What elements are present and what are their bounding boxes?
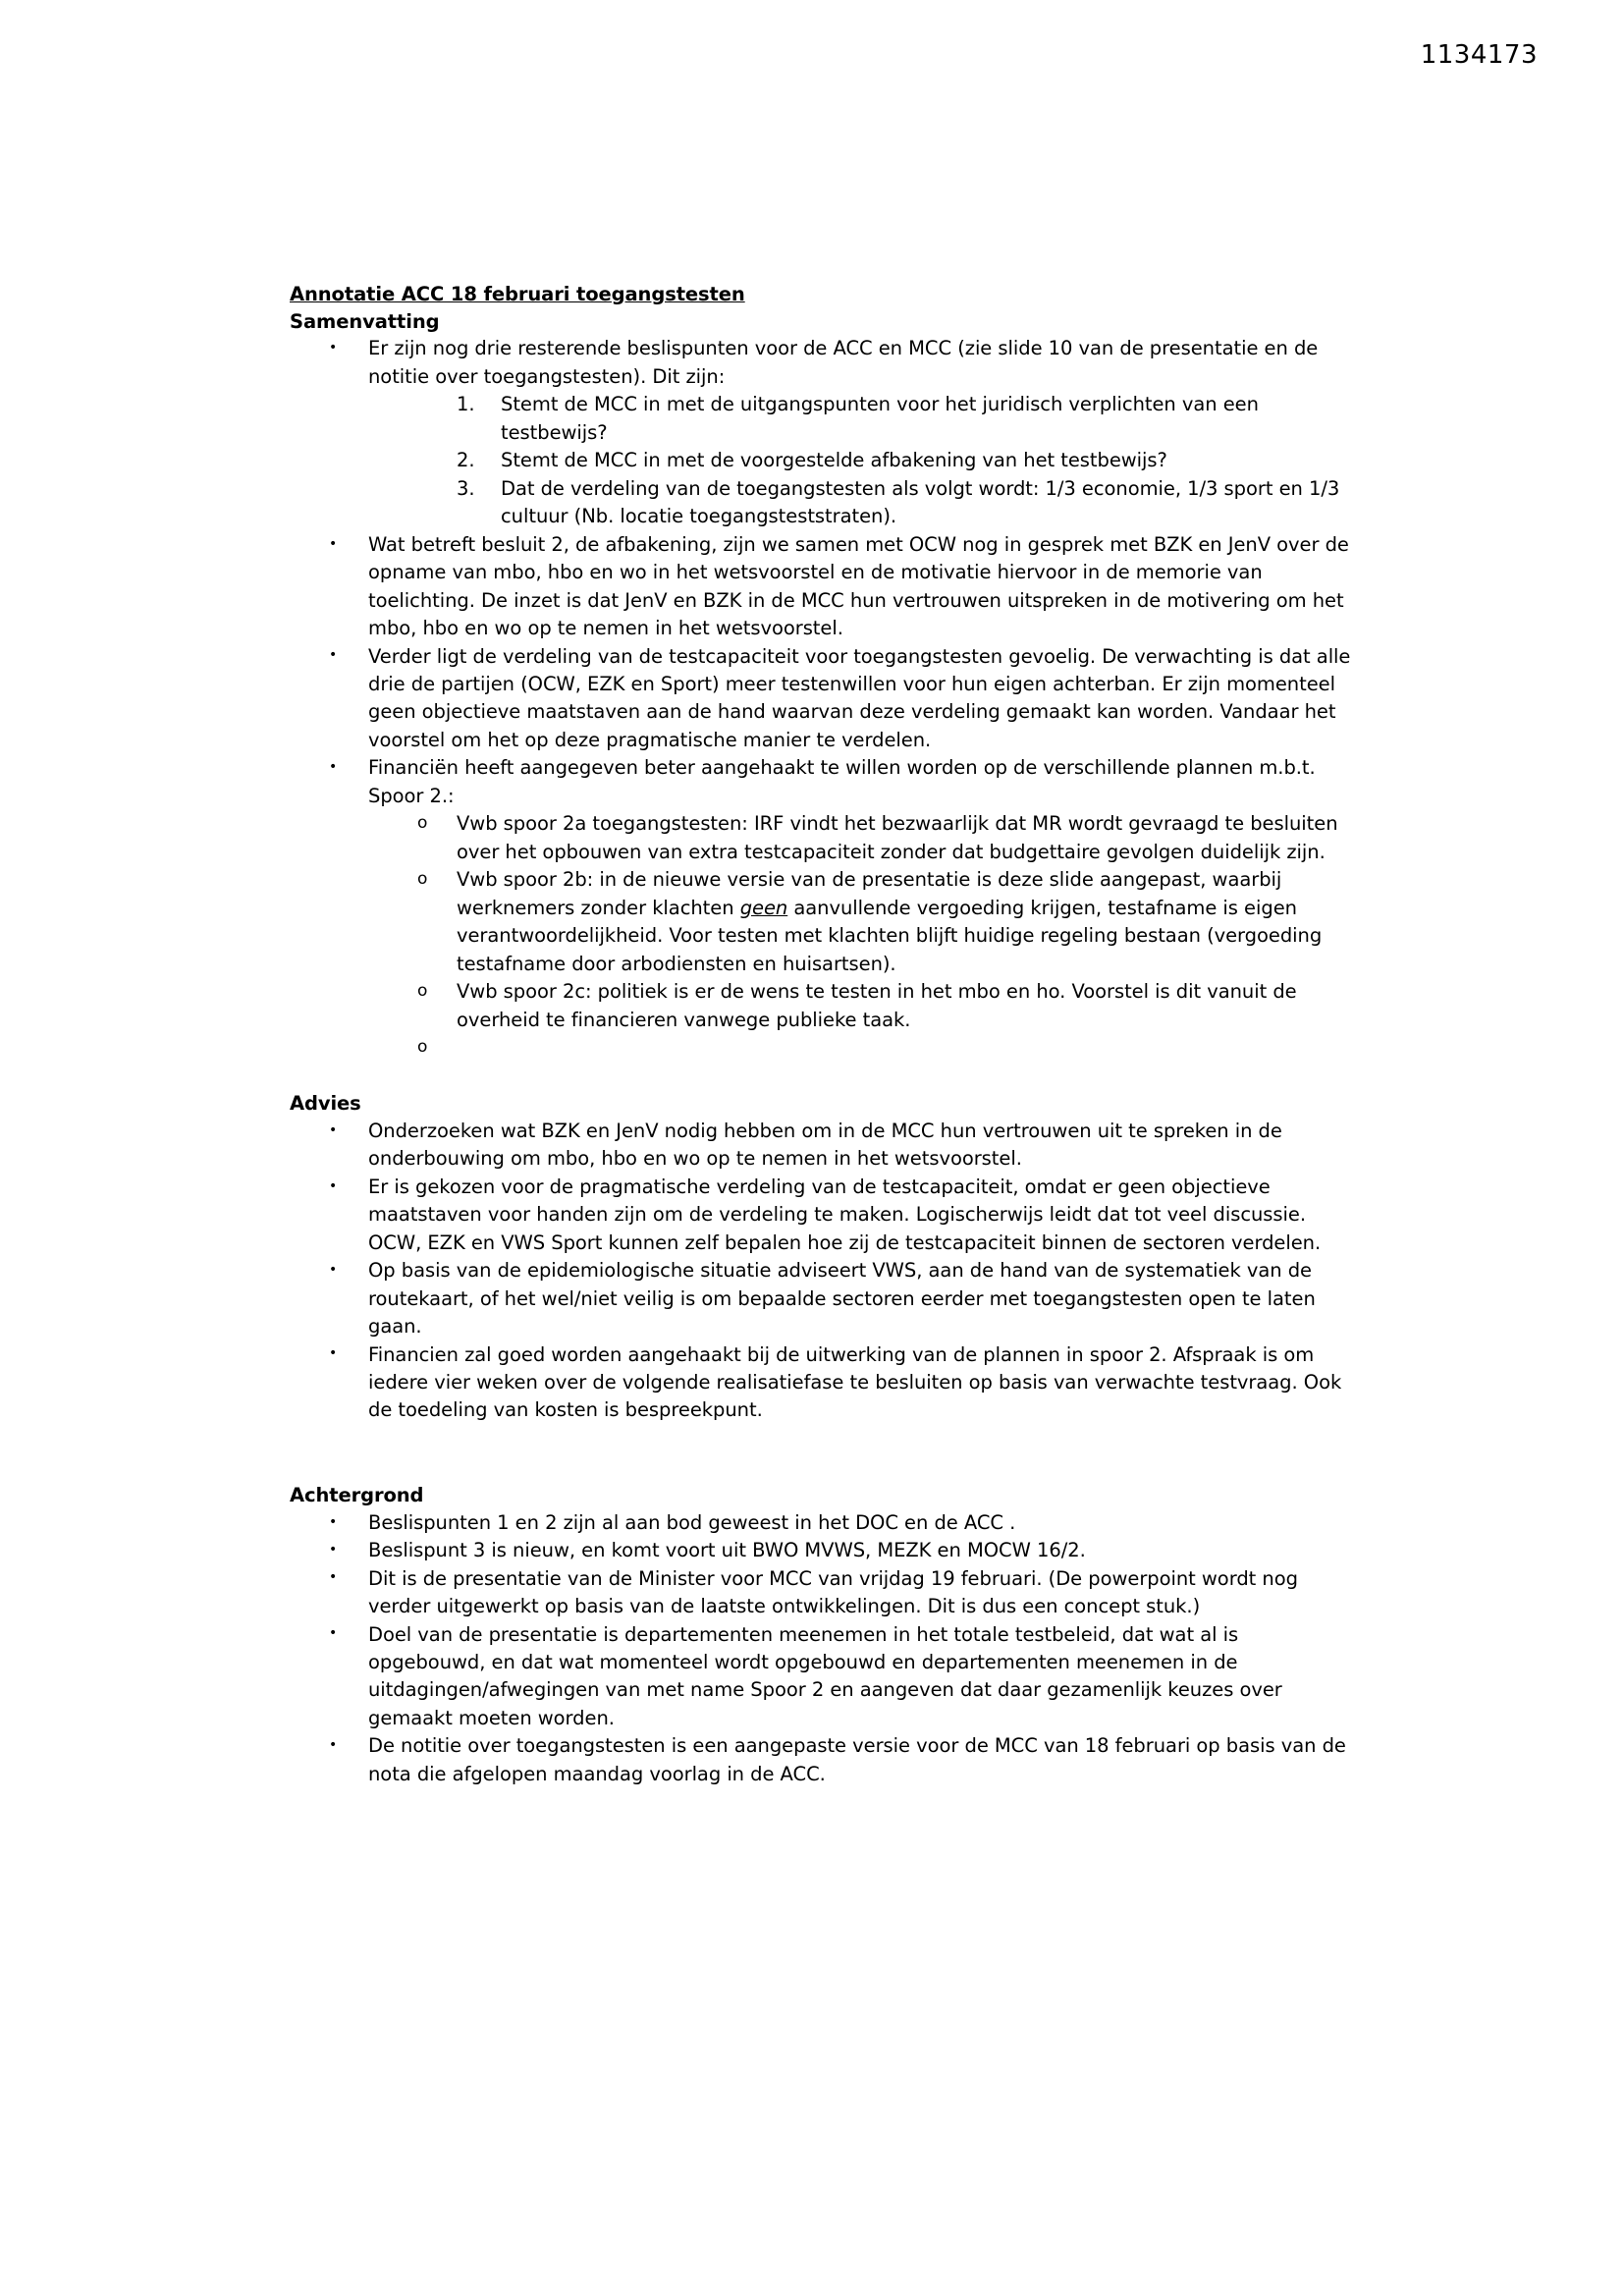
list-item-text: Op basis van de epidemiologische situatie adviseert VWS, aan de hand van de systematiek van de routekaart, of het wel/niet veilig is om bepaalde sectoren eerder met toegangstesten open te laten gaan.	[368, 1259, 1316, 1339]
list-item-text-pre: Vwb spoor 2b: in de nieuwe versie van de presentatie is deze slide aangepast, waarbij werknemers zonder klachten	[457, 868, 1282, 919]
list-item	[290, 1565, 1360, 1621]
bullet-icon: •	[329, 759, 338, 776]
bullet-icon: •	[329, 1542, 338, 1558]
number-marker: 3.	[457, 476, 475, 500]
advies-list	[290, 1118, 1360, 1425]
list-item	[290, 391, 1360, 447]
number-marker: 1.	[457, 393, 475, 416]
bullet-icon: •	[329, 1262, 338, 1279]
list-item	[290, 1509, 1360, 1537]
bullet-icon: •	[329, 1737, 338, 1754]
list-item-text: Er zijn nog drie resterende beslispunten voor de ACC en MCC (zie slide 10 van de presentatie en de notitie over toegangstesten). Dit zijn:	[368, 337, 1319, 388]
list-item-text: De notitie over toegangstesten is een aangepaste versie voor de MCC van 18 februari op basis van de nota die afgelopen maandag voorlag in de ACC.	[368, 1734, 1346, 1785]
list-item-text: Doel van de presentatie is departementen meenemen in het totale testbeleid, dat wat al is opgebouwd, en dat wat momenteel wordt opgebouwd en departementen meenemen in de uitdagingen/afwegingen van met name Spoor 2 en aangeven dat daar gezamenlijk keuzes over gemaakt moeten worden.	[368, 1622, 1282, 1729]
page-title: Annotatie ACC 18 februari toegangstesten	[290, 283, 745, 305]
document-body	[290, 281, 1360, 1788]
circle-bullet-icon: o	[417, 1037, 428, 1058]
circle-bullet-icon: o	[417, 981, 428, 1002]
list-item	[290, 1257, 1360, 1340]
list-item-text: Vwb spoor 2a toegangstesten: IRF vindt het bezwaarlijk dat MR wordt gevraagd te besluiten over het opbouwen van extra testcapaciteit zonder dat budgettaire gevolgen duidelijk zijn.	[457, 812, 1338, 863]
list-item-text: Dit is de presentatie van de Minister voor MCC van vrijdag 19 februari. (De powerpoint wordt nog verder uitgewerkt op basis van de laatste ontwikkelingen. Dit is dus een concept stuk.)	[368, 1566, 1298, 1618]
section-heading-advies: Advies	[290, 1092, 361, 1116]
list-item	[290, 447, 1360, 474]
list-item	[290, 1118, 1360, 1174]
bullet-icon: •	[329, 647, 338, 664]
bullet-icon: •	[329, 1177, 338, 1194]
list-item-text: Beslispunten 1 en 2 zijn al aan bod geweest in het DOC en de ACC .	[368, 1510, 1016, 1534]
bullet-icon: •	[329, 340, 338, 356]
bullet-icon: •	[329, 1569, 338, 1586]
document-number: 1134173	[1420, 40, 1538, 70]
bullet-icon: •	[329, 1345, 338, 1362]
list-item	[290, 1174, 1360, 1257]
list-item-text: Onderzoeken wat BZK en JenV nodig hebben om in de MCC hun vertrouwen uit te spreken in de onderbouwing om mbo, hbo en wo op te nemen in het wetsvoorstel.	[368, 1119, 1282, 1171]
list-item-text: Dat de verdeling van de toegangstesten als volgt wordt: 1/3 economie, 1/3 sport en 1/3 cultuur (Nb. locatie toegangsteststraten).	[501, 476, 1340, 528]
list-item-text	[457, 868, 1322, 974]
list-item-empty	[290, 1034, 1360, 1062]
list-item	[290, 754, 1360, 810]
list-item	[290, 1341, 1360, 1425]
bullet-icon: •	[329, 1121, 338, 1138]
list-item-text: Vwb spoor 2c: politiek is er de wens te testen in het mbo en ho. Voorstel is dit vanuit de overheid te financieren vanwege publieke taak.	[457, 980, 1297, 1031]
list-item-text: Financien zal goed worden aangehaakt bij de uitwerking van de plannen in spoor 2. Afspraak is om iedere vier weken over de volgende realisatiefase te besluiten op basis van verwachte testvraag. Ook de toedeling van kosten is bespreekpunt.	[368, 1342, 1342, 1422]
list-item-text: Financiën heeft aangegeven beter aangehaakt te willen worden op de verschillende plannen m.b.t. Spoor 2.:	[368, 756, 1316, 807]
section-heading-achtergrond: Achtergrond	[290, 1483, 424, 1506]
list-item-text: Stemt de MCC in met de voorgestelde afbakening van het testbewijs?	[501, 449, 1167, 472]
bullet-icon: •	[329, 535, 338, 552]
number-marker: 2.	[457, 449, 475, 472]
list-item	[290, 1621, 1360, 1733]
circle-bullet-icon: o	[417, 813, 428, 834]
list-item-text-post: aanvullende vergoeding krijgen, testafname is eigen verantwoordelijkheid. Voor testen met klachten blijft huidige regeling bestaan (vergoeding testafname door arbodiensten en huisartsen).	[457, 896, 1323, 975]
list-item	[290, 531, 1360, 643]
list-item	[290, 1537, 1360, 1564]
list-item	[290, 810, 1360, 866]
samenvatting-numbered-list	[290, 391, 1360, 530]
list-item	[290, 335, 1360, 391]
list-item	[290, 475, 1360, 531]
samenvatting-sublist	[290, 810, 1360, 1062]
list-item	[290, 643, 1360, 755]
emphasis-geen: geen	[739, 896, 788, 919]
list-item-text: Er is gekozen voor de pragmatische verdeling van de testcapaciteit, omdat er geen objectieve maatstaven voor handen zijn om de verdeling te maken. Logischerwijs leidt dat tot veel discussie. OCW, EZK en VWS Sport kunnen zelf bepalen hoe zij de testcapaciteit binnen de sectoren verdelen.	[368, 1175, 1322, 1254]
list-item-text: Stemt de MCC in met de uitgangspunten voor het juridisch verplichten van een testbewijs?	[501, 393, 1259, 444]
list-item	[290, 866, 1360, 978]
list-item	[290, 978, 1360, 1034]
achtergrond-list	[290, 1509, 1360, 1789]
bullet-icon: •	[329, 1513, 338, 1530]
list-item-text: Beslispunt 3 is nieuw, en komt voort uit BWO MVWS, MEZK en MOCW 16/2.	[368, 1539, 1086, 1562]
circle-bullet-icon: o	[417, 869, 428, 890]
section-heading-samenvatting: Samenvatting	[290, 309, 440, 333]
list-item-text: Wat betreft besluit 2, de afbakening, zijn we samen met OCW nog in gesprek met BZK en JenV over de opname van mbo, hbo en wo in het wetsvoorstel en de motivatie hiervoor in de memorie van toelichting. De inzet is dat JenV en BZK in de MCC hun vertrouwen uitspreken in de motivering om het mbo, hbo en wo op te nemen in het wetsvoorstel.	[368, 532, 1349, 640]
list-item	[290, 1732, 1360, 1788]
bullet-icon: •	[329, 1625, 338, 1642]
list-item-text: Verder ligt de verdeling van de testcapaciteit voor toegangstesten gevoelig. De verwachting is dat alle drie de partijen (OCW, EZK en Sport) meer testenwillen voor hun eigen achterban. Er zijn momenteel geen objectieve maatstaven aan de hand waarvan deze verdeling gemaakt kan worden. Vandaar het voorstel om het op deze pragmatische manier te verdelen.	[368, 644, 1351, 751]
samenvatting-list-continued	[290, 531, 1360, 811]
samenvatting-list	[290, 335, 1360, 391]
